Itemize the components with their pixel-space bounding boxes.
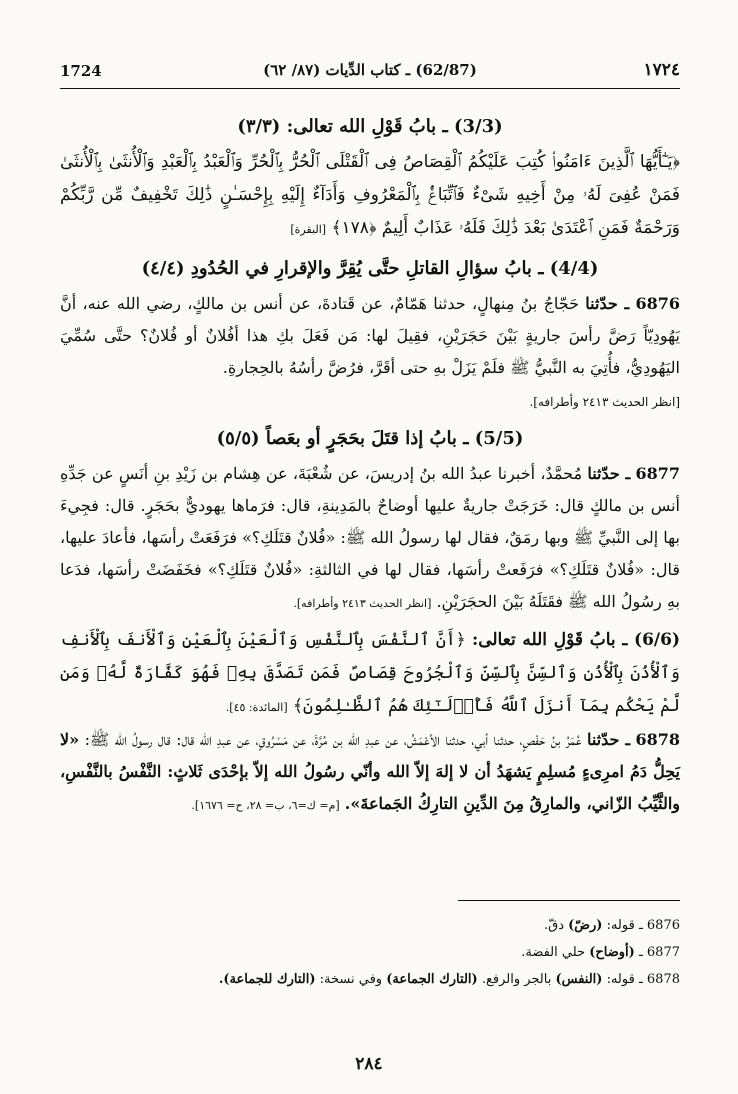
section-heading-6: (6/6) ـ بابُ قَوْلِ الله تعالى:	[471, 630, 680, 650]
cross-reference: [انظر الحديث ٢٤١٣ وأطرافه].	[293, 597, 432, 610]
page-body	[60, 104, 680, 822]
quran-text: ﴿أَنَّ ٱلنَّفْسَ بِٱلنَّفْسِ وَٱلْعَيْنَ بِٱلْعَيْنِ وَٱلْأَنفَ بِٱلْأَنفِ وَٱلْأُذُنَ بِٱلْأُذُنِ وَٱلسِّنَّ بِٱلسِّنِّ وَٱلْجُرُوحَ قِصَاصٌ فَمَن تَصَدَّقَ بِهِۦ فَهُوَ كَفَّارَةٌ لَّهُۥ وَمَن لَّمْ يَحْكُم بِمَآ أَنزَلَ ٱللَّهُ فَأُو۟لَـٰٓئِكَ هُمُ ٱلظَّـٰلِمُونَ﴾	[60, 630, 680, 716]
footnote-number: 6877	[646, 945, 680, 960]
section-heading-5: (5/5) ـ بابُ إذا قتَلَ بحَجَرٍ أو بعَصاً (٥/٥)	[216, 428, 524, 449]
quran-source: [البقرة]	[290, 223, 327, 236]
footnotes	[60, 912, 680, 993]
page-number-latin: 1724	[60, 62, 102, 80]
hadith-6878	[60, 724, 680, 822]
footnote-term-3: (التارك للجماعة).	[218, 972, 316, 987]
footnote-gloss: حلي الفضة.	[521, 945, 586, 960]
hadith-text: مُحمَّدٌ، أخبرنا عبدُ الله بنُ إدريسَ، عن شُعْبَةَ، عن هِشام بن زَيْدِ بنِ أنَسٍ عن جَدِّهِ أنس بن مالكٍ قال: خَرَجَتْ جاريةٌ عليها أوضاحٌ بالمَدِينةِ، قال: فرَماها يهوديٌّ بحَجَرٍ. قال: فجِيءَ بها إلى النَّبيِّ ﷺ وبها رمَقٌ، فقال لها رسولُ الله ﷺ: «فُلانٌ قتَلَكِ؟» فرَفَعَتْ رأسَها، فأعادَ عليها، قال: «فُلانٌ قتَلَكِ؟» فرَفَعتْ رأسَها، فقال لها في الثالثةِ: «فُلانٌ قتَلَكِ؟» فخَفَضَتْ رأسَها، فدَعا بهِ رسُولُ الله ﷺ فقَتَلَهُ بَيْنَ الحجَرَيْنِ.	[60, 464, 680, 611]
quran-text: ﴿يَـٰٓأَيُّهَا ٱلَّذِينَ ءَامَنُوا۟ كُتِبَ عَلَيْكُمُ ٱلْقِصَاصُ فِى ٱلْقَتْلَى ٱلْحُرُّ بِٱلْحُرِّ وَٱلْعَبْدُ بِٱلْعَبْدِ وَٱلْأُنثَىٰ بِٱلْأُنثَىٰ فَمَنْ عُفِىَ لَهُۥ مِنْ أَخِيهِ شَىْءٌ فَٱتِّبَاعٌۢ بِٱلْمَعْرُوفِ وَأَدَآءٌ إِلَيْهِ بِإِحْسَـٰنٍ ذَٰلِكَ تَخْفِيفٌ مِّن رَّبِّكُمْ وَرَحْمَةٌ فَمَنِ ٱعْتَدَىٰ بَعْدَ ذَٰلِكَ فَلَهُۥ عَذَابٌ أَلِيمٌ ﴿١٧٨﴾	[60, 152, 680, 238]
running-header	[60, 56, 680, 89]
page-number-arabic: ١٧٢٤	[643, 60, 680, 80]
footnote-6878	[60, 966, 680, 993]
section-heading-3: (3/3) ـ بابُ قَوْلِ الله تعالى: (٣/٣)	[237, 116, 503, 137]
hadith-number: 6878	[635, 730, 681, 749]
hadith-text: حَجّاجُ بنُ مِنهالٍ، حدثنا هَمّامٌ، عن قَتادةَ، عن أنس بن مالكٍ، رضي الله عنه، أنَّ يَهُودِيّاً رَضَّ رأسَ جاريةٍ بَيْنَ حَجَرَيْنِ، فقِيلَ لها: مَن فَعَلَ بكِ هذا أفُلانٌ أو فُلانٌ؟ حتَّى سُمِّيَ اليَهُودِيُّ، فأُتِيَ به النَّبيُّ ﷺ فلَمْ يَزَلْ بهِ حتى أقَرَّ، فرُضَّ رأسُهُ بالحِجارةِ.	[60, 294, 680, 377]
footnote-term: (أوضاح)	[589, 945, 635, 960]
hadith-number: 6876	[635, 294, 680, 313]
hadith-6876	[60, 288, 680, 384]
footnote-prefix: ـ قوله:	[606, 918, 643, 933]
footnote-number: 6876	[646, 918, 680, 933]
haddathana-label: ـ حدّثنا	[587, 464, 631, 483]
footnote-term: (النفس)	[555, 972, 603, 987]
hadith-6877	[60, 458, 680, 620]
footnote-number: 6878	[646, 972, 680, 987]
footnote-divider	[458, 900, 680, 901]
footnote-gloss: بالجر والرفع.	[481, 972, 552, 987]
haddathana-label: ـ حدّثنا	[585, 294, 630, 313]
footnote-variant-label: وفي نسخة:	[319, 972, 383, 987]
header-title: (62/87) ـ كتاب الدِّيات (٨٧/ ٦٢)	[263, 61, 477, 79]
footnote-term: (رضّ)	[568, 918, 603, 933]
footnote-6877	[60, 939, 680, 966]
page-number-footer: ٢٨٤	[355, 1054, 383, 1074]
section-6-block	[60, 624, 680, 724]
quran-verse-baqara	[60, 146, 680, 246]
footnote-prefix: ـ قوله:	[606, 972, 643, 987]
cross-reference: [انظر الحديث ٢٤١٣ وأطرافه].	[529, 395, 680, 409]
footnote-6876	[60, 912, 680, 939]
footnote-gloss: دقّ.	[543, 918, 564, 933]
footnote-prefix: ـ	[638, 945, 643, 960]
quran-source: [المائدة: ٤٥].	[225, 701, 288, 714]
footnote-term-2: (التارك الجماعة)	[386, 972, 478, 987]
hadith-quote: «لا يَحِلُّ دَمُ امرِىءٍ مُسلِمٍ يَشهَدُ أن لا إلهَ إلاّ الله وأنّي رسُولُ الله إلاّ بإحْدَى ثَلاثٍ: النَّفْسُ بالنَّفْسِ، والثَّيِّبُ الزّاني، والمارِقُ مِنَ الدِّينِ التارِكُ الجَماعةَ».	[60, 730, 680, 813]
muslim-reference: [م= ك=٦، ب= ٢٨، ح= ١٦٧٦].	[191, 799, 340, 812]
hadith-text: عُمَرُ بنُ حَفْصٍ، حدثنا أبي، حدثنا الأعْمَشُ، عن عبدِ الله بن مُرَّةَ، عن مَسْرُوقٍ، عن عبدِ الله قال: قال رسولُ الله ﷺ:	[84, 730, 582, 749]
hadith-number: 6877	[635, 464, 680, 483]
haddathana-label: ـ حدّثنا	[586, 730, 631, 749]
section-heading-4: (4/4) ـ بابُ سؤالِ القاتلِ حتَّى يُقِرَّ والإقرارِ في الحُدُودِ (٤/٤)	[141, 258, 599, 279]
